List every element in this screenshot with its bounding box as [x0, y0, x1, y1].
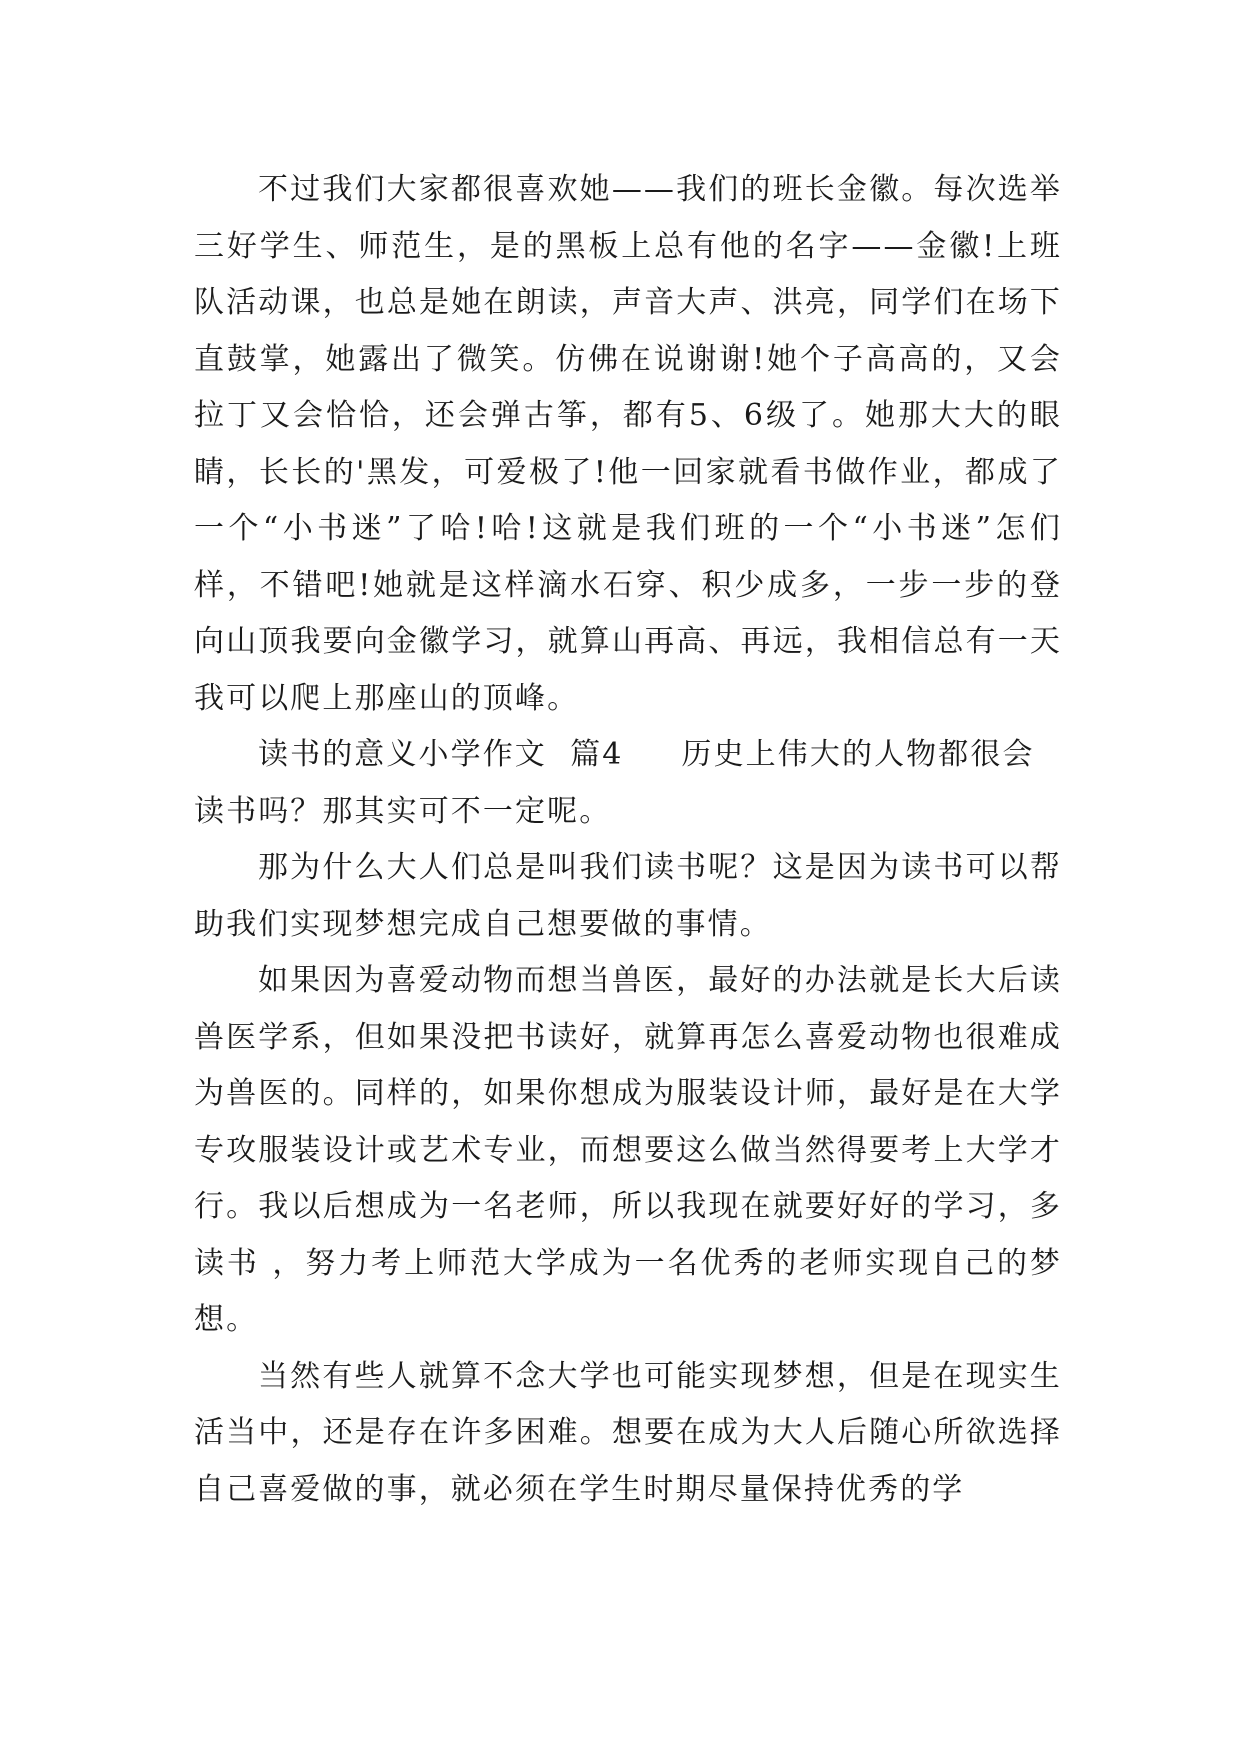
- section-heading-paragraph: [194, 727, 1062, 840]
- document-body: [194, 162, 1062, 1518]
- section-first-text: 历史上伟大的人物都很会读书吗？那其实可不一定呢。: [194, 737, 1035, 829]
- paragraph-4: 当然有些人就算不念大学也可能实现梦想，但是在现实生活当中，还是存在许多困难。想要在成为大人后随心所欲选择自己喜爱做的事，就必须在学生时期尽量保持优秀的学: [194, 1358, 1062, 1507]
- paragraph-2: 那为什么大人们总是叫我们读书呢？这是因为读书可以帮助我们实现梦想完成自己想要做的事情。: [194, 850, 1062, 942]
- paragraph-1: 不过我们大家都很喜欢她——我们的班长金徽。每次选举三好学生、师范生，是的黑板上总有他的名字——金徽!上班队活动课，也总是她在朗读，声音大声、洪亮，同学们在场下直鼓掌，她露出了微笑。仿佛在说谢谢!她个子高高的，又会拉丁又会恰恰，还会弹古筝，都有5、6级了。她那大大的眼睛，长长的'黑发，可爱极了!他一回家就看书做作业，都成了一个“小书迷”了哈!哈!这就是我们班的一个“小书迷”怎们样，不错吧!她就是这样滴水石穿、积少成多，一步一步的登向山顶我要向金徽学习，就算山再高、再远，我相信总有一天我可以爬上那座山的顶峰。: [194, 172, 1062, 716]
- paragraph-3: 如果因为喜爱动物而想当兽医，最好的办法就是长大后读兽医学系，但如果没把书读好，就算再怎么喜爱动物也很难成为兽医的。同样的，如果你想成为服装设计师，最好是在大学专攻服装设计或艺术专业，而想要这么做当然得要考上大学才行。我以后想成为一名老师，所以我现在就要好好的学习，多读书 ，努力考上师范大学成为一名优秀的老师实现自己的梦想。: [194, 963, 1062, 1337]
- section-title: 读书的意义小学作文 篇4: [258, 737, 624, 772]
